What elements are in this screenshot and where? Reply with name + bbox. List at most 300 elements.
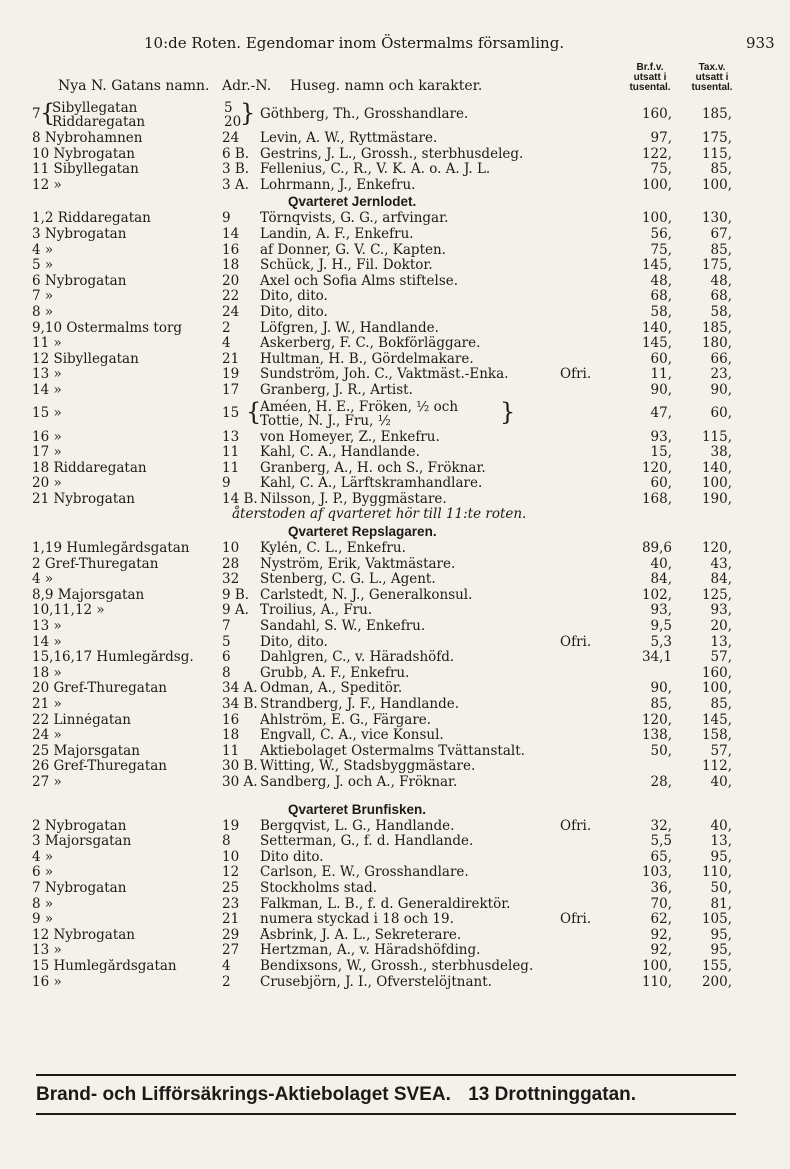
fire-value-cell: 11, [650,366,672,383]
owner-cell: Sandahl, S. W., Enkefru. [260,619,426,635]
number-cell: 9 A. [222,602,249,619]
street-cell: 14 » [32,382,62,398]
number-cell: 9 [222,475,231,492]
number-cell: 12 [222,864,240,881]
table-row [0,975,790,991]
owner-cell: Fellenius, C., R., V. K. A. o. A. J. L. [260,162,491,178]
tax-value-cell: 145, [701,711,732,728]
tax-value-cell: 140, [701,459,732,476]
number-cell: 34 B. [222,696,258,712]
fire-value-cell: 89,6 [641,540,672,557]
fire-value-cell: 93, [650,428,672,445]
house-number: 5 [224,100,233,116]
tax-value-cell: 13, [710,833,732,850]
number-cell: 21 [222,911,240,928]
table-row [0,243,790,259]
owner-cell: Dito, dito. [260,289,328,305]
street-cell: 4 » [32,242,54,258]
fire-value-cell: 32, [650,817,672,834]
tax-value-cell: 90, [710,381,732,398]
fire-value-cell: 92, [650,942,672,959]
note-text: återstoden af qvarteret hör till 11:te roten. [232,506,527,523]
fire-value-cell: 93, [650,602,672,619]
street-cell: 14 » [32,634,62,650]
owner-cell: Engvall, C. A., vice Konsul. [260,728,444,744]
brfv-header-top: Br.f.v. [636,62,664,73]
tax-value-cell: 100, [701,176,732,193]
note-cell: Ofri. [560,366,592,383]
owner-cell: Bendixsons, W., Grossh., sterbhusdeleg. [260,958,534,974]
number-cell: 30 A. [222,773,258,790]
table-row [0,850,790,866]
street-cell: 8,9 Majorsgatan [32,587,145,603]
fire-value-cell: 36, [650,879,672,896]
fire-value-cell: 103, [641,864,672,881]
fire-value-cell: 160, [641,106,672,122]
tax-value-cell: 85, [710,696,732,712]
fire-value-cell: 68, [650,288,672,305]
owner-cell: Gestrins, J. L., Grossh., sterbhusdeleg. [260,146,524,162]
number-cell: 5 [222,633,231,650]
footer-company: Brand- och Lifförsäkrings-Aktiebolaget SVEA. [36,1084,451,1105]
number-cell: 27 [222,942,240,959]
number-cell [224,101,241,129]
number-cell: 14 B. [222,490,258,507]
street-cell: 11 Sibyllegatan [32,162,139,178]
owner-cell: Granberg, J. R., Artist. [260,382,413,398]
fire-value-cell: 100, [641,957,672,974]
house-number: 20 [224,114,242,130]
section-title: Qvarteret Repslagaren. [288,524,437,540]
tax-value-cell: 160, [701,664,732,681]
tax-value-cell: 93, [710,602,732,619]
owner-cell: numera styckad i 18 och 19. [260,912,454,928]
block-4 [0,819,790,991]
tax-value-cell: 190, [701,490,732,507]
street-cell: 1,19 Humlegårdsgatan [32,541,190,557]
page-header [0,34,790,56]
tax-value-cell: 155, [701,957,732,974]
column-headers [0,60,790,100]
number-cell: 11 [222,742,240,759]
table-row [0,147,790,163]
owner-cell: Åsbrink, J. A. L., Sekreterare. [260,927,462,943]
owner-cell: Falkman, L. B., f. d. Generaldirektör. [260,896,511,912]
street-cell: 6 Nybrogatan [32,273,127,289]
number-cell: 9 [222,210,231,227]
owner-cell: Carlstedt, N. J., Generalkonsul. [260,587,473,603]
table-row [0,445,790,461]
note-cell: Ofri. [560,911,592,928]
continuation-note [0,507,790,523]
tax-value-cell: 67, [710,225,732,242]
street-cell: 10,11,12 » [32,603,105,619]
number-cell: 2 [222,319,231,336]
tax-value-cell: 40, [710,817,732,834]
table-row [0,865,790,881]
number-cell: 3 A. [222,176,249,193]
tax-value-cell: 100, [701,475,732,492]
table-row [0,635,790,651]
owner-cell: Stenberg, C. G. L., Agent. [260,572,436,588]
table-row [0,430,790,446]
table-row [0,728,790,744]
owner-cell: Ödman, A., Speditör. [260,681,403,697]
street-cell: 21 » [32,697,62,712]
tax-value-cell: 57, [710,649,732,666]
number-cell: 16 [222,711,240,728]
tax-value-cell: 112, [701,758,732,775]
street-cell: 18 » [32,665,62,681]
table-row [0,492,790,508]
number-cell: 10 [222,848,240,865]
street-cell: 27 » [32,774,62,790]
tax-value-cell: 175, [701,257,732,274]
section-title: Qvarteret Brunfisken. [288,801,427,817]
footer-rule-top [36,1074,736,1076]
table-row [0,697,790,713]
fire-value-cell: 5,3 [650,633,672,650]
brace-icon: } [240,99,256,127]
street-cell: 13 » [32,619,62,635]
table-row [0,603,790,619]
table-row [0,943,790,959]
table-row [0,819,790,835]
table-row [0,383,790,399]
tax-value-cell: 115, [701,428,732,445]
section-heading [0,523,790,541]
page-number: 933 [746,34,775,52]
street-cell: 8 » [32,896,54,912]
number-cell: 21 [222,350,240,367]
street-cell: 17 » [32,445,62,461]
street-cell: 16 » [32,974,62,990]
section-heading [0,801,790,819]
tax-value-cell: 175, [701,130,732,146]
number-cell: 23 [222,895,240,912]
table-row [0,744,790,760]
tax-value-cell: 68, [710,288,732,305]
number-cell: 22 [222,288,240,305]
table-row [0,666,790,682]
fire-value-cell: 60, [650,350,672,367]
fire-value-cell: 122, [641,145,672,162]
owner-cell: Troilius, A., Fru. [260,603,373,619]
note-cell: Ofri. [560,817,592,834]
street-cell: 8 Nybrohamnen [32,131,143,146]
tax-value-cell: 85, [710,241,732,258]
owner-cell: Witting, W., Stadsbyggmästare. [260,759,476,775]
table-row [0,619,790,635]
fire-value-cell: 102, [641,586,672,603]
number-cell: 2 [222,973,231,990]
owner-cell: Göthberg, Th., Grosshandlare. [260,107,469,122]
fire-value-cell: 92, [650,926,672,943]
owner-cell: Sundström, Joh. C., Vaktmäst.-Enka. [260,367,509,383]
tax-value-cell: 38, [710,444,732,461]
street-cell: 2 Gref-Thuregatan [32,556,159,572]
number-cell: 15 [222,404,240,421]
owner-cell: Setterman, G., f. d. Handlande. [260,834,474,850]
block-2a [0,211,790,398]
street-cell: 22 Linnégatan [32,712,131,728]
owner-cell: Landin, A. F., Enkefru. [260,226,414,242]
table-row [0,100,790,131]
number-cell: 17 [222,381,240,398]
tax-value-cell: 66, [710,350,732,367]
number-cell: 24 [222,303,240,320]
table-row [0,834,790,850]
fire-value-cell: 5,5 [650,833,672,850]
block-3 [0,541,790,791]
tax-value-cell: 23, [710,366,732,383]
tax-value-cell: 100, [701,680,732,697]
number-cell: 11 [222,459,240,476]
property-table [0,100,790,990]
number-column-header: Adr.-N. [222,78,272,94]
table-row [0,541,790,557]
number-cell: 6 B. [222,145,250,162]
fire-value-cell: 145, [641,335,672,352]
tax-value-cell: 81, [710,895,732,912]
table-row [0,588,790,604]
number-cell: 19 [222,366,240,383]
tax-value-cell: 125, [701,586,732,603]
fire-value-cell: 75, [650,241,672,258]
fire-value-cell: 65, [650,848,672,865]
owner-cell: von Homeyer, Z., Enkefru. [260,429,440,445]
street-cell: 24 » [32,728,62,744]
fire-value-cell: 34,1 [641,649,672,666]
number-cell: 14 [222,225,240,242]
block-2b [0,430,790,508]
owner-cell: Levin, A. W., Ryttmästare. [260,131,438,146]
street-cell: 3 Majorsgatan [32,834,132,850]
owner-cell: Dito, dito. [260,304,328,320]
street-cell: 26 Gref-Thuregatan [32,759,167,775]
number-cell: 6 [222,649,231,666]
fire-value-cell: 145, [641,257,672,274]
owner-cell: Kylén, C. L., Enkefru. [260,541,406,557]
street-cell: 12 Nybrogatan [32,927,135,943]
brfv-header-mid: utsatt i [633,72,667,83]
table-row [0,912,790,928]
table-row [0,258,790,274]
tax-value-cell: 110, [701,864,732,881]
fire-value-cell: 120, [641,459,672,476]
fire-value-cell: 140, [641,319,672,336]
street-cell [52,101,145,129]
table-row [0,959,790,975]
street-cell: 20 Gref-Thuregatan [32,681,167,697]
street-cell: 15 Humlegårdsgatan [32,958,177,974]
tax-value-cell: 130, [701,210,732,227]
fire-value-cell: 120, [641,711,672,728]
fire-value-cell: 75, [650,161,672,178]
owner-cell: Dahlgren, C., v. Häradshöfd. [260,650,455,666]
street-cell: 12 Sibyllegatan [32,351,139,367]
owner-cell: Kahl, C. A., Handlande. [260,445,420,461]
owner-cell: Dito dito. [260,849,324,865]
street-cell: 15,16,17 Humlegårdsg. [32,650,194,666]
owner-cell: Granberg, A., H. och S., Fröknar. [260,460,486,476]
number-cell: 20 [222,272,240,289]
street-cell: 7 » [32,289,54,305]
fire-value-cell: 48, [650,272,672,289]
tax-value-cell: 84, [710,571,732,588]
number-cell: 16 [222,241,240,258]
table-row [0,713,790,729]
table-row [0,650,790,666]
owner-cell: Hertzman, A., v. Häradshöfding. [260,943,481,959]
table-row [0,274,790,290]
table-row [0,352,790,368]
owner-cell: Strandberg, J. F., Handlande. [260,697,460,712]
table-row [0,131,790,147]
fire-value-cell: 100, [641,176,672,193]
street-cell: 10 Nybrogatan [32,146,135,162]
owner-cell: Grubb, A. F., Enkefru. [260,665,410,681]
tax-value-cell: 40, [710,773,732,790]
section-title: Qvarteret Jernlodet. [288,194,417,210]
table-row [0,162,790,178]
note-cell: Ofri. [560,633,592,650]
fire-value-cell: 47, [650,404,672,421]
street-name: Riddaregatan [52,114,146,130]
table-row [0,336,790,352]
taxv-header-top: Tax.v. [698,62,726,73]
owner-cell: Sandberg, J. och A., Fröknar. [260,774,458,790]
owner-cell: Bergqvist, L. G., Handlande. [260,818,455,834]
number-cell: 8 [222,833,231,850]
street-cell: 12 » [32,177,62,193]
number-cell: 4 [222,957,231,974]
table-row [0,759,790,775]
table-row [0,399,790,430]
number-cell: 7 [222,618,231,635]
street-cell: 3 Nybrogatan [32,226,127,242]
table-row [0,557,790,573]
owner-cell: Dito, dito. [260,634,328,650]
owner-cell: Löfgren, J. W., Handlande. [260,320,439,336]
street-column-header: Nya N. Gatans namn. [58,78,210,94]
owner-cell: Aktiebolaget Östermalms Tvättanstalt. [260,743,525,759]
fire-value-cell: 28, [650,773,672,790]
table-row [0,476,790,492]
number-cell: 8 [222,664,231,681]
fire-value-cell: 97, [650,130,672,146]
street-cell: 18 Riddaregatan [32,460,147,476]
tax-value-cell: 115, [701,145,732,162]
number-cell: 10 [222,540,240,557]
table-row [0,321,790,337]
owner-cell: Schück, J. H., Fil. Doktor. [260,258,433,274]
taxv-header-bot: tusental. [691,82,733,93]
tax-value-cell: 60, [710,404,732,421]
tax-value-cell: 50, [710,879,732,896]
street-cell: 11 » [32,336,62,352]
table-row [0,775,790,791]
street-cell: 15 » [32,405,62,421]
fire-value-cell: 40, [650,555,672,572]
fire-value-cell: 168, [641,490,672,507]
table-row [0,572,790,588]
brace-icon: { [40,99,56,127]
number-cell: 29 [222,926,240,943]
fire-value-cell: 62, [650,911,672,928]
owner-cell: Stockholms stad. [260,880,378,896]
owner-cell [260,400,458,428]
tax-value-cell: 48, [710,272,732,289]
tax-value-cell: 95, [710,848,732,865]
tax-value-cell: 95, [710,942,732,959]
block-1 [0,131,790,193]
footer-rule-bottom [36,1113,736,1115]
street-cell: 13 » [32,367,62,383]
fire-value-cell: 60, [650,475,672,492]
footer-advert [36,1082,736,1108]
tax-value-cell: 120, [701,540,732,557]
fire-value-cell: 15, [650,444,672,461]
street-cell: 5 » [32,258,54,274]
tax-value-cell: 180, [701,335,732,352]
number-cell: 13 [222,428,240,445]
owner-cell: Axel och Sofia Alms stiftelse. [260,273,459,289]
owner-name: Tottie, N. J., Fru, ½ [260,412,391,429]
table-row [0,897,790,913]
owner-column-header: Huseg. namn och karakter. [290,78,483,94]
footer-address: 13 Drottninggatan. [468,1084,637,1105]
number-cell: 18 [222,727,240,744]
table-row [0,681,790,697]
number-cell: 11 [222,444,240,461]
tax-value-cell: 158, [701,727,732,744]
table-row [0,305,790,321]
number-cell: 18 [222,257,240,274]
number-cell: 30 B. [222,758,258,775]
fire-value-cell: 84, [650,571,672,588]
street-cell: 21 Nybrogatan [32,491,135,507]
taxv-header-mid: utsatt i [695,72,729,83]
street-cell: 4 » [32,572,54,588]
street-name: Sibyllegatan [52,100,138,116]
number-cell: 24 [222,130,240,146]
fire-value-cell: 50, [650,742,672,759]
table-row [0,178,790,194]
table-row [0,461,790,477]
number-cell: 19 [222,817,240,834]
tax-value-cell: 185, [701,106,732,122]
section-heading [0,193,790,211]
street-cell: 9,10 Östermalms torg [32,320,183,336]
street-cell: 13 » [32,943,62,959]
owner-cell: Nyström, Erik, Vaktmästare. [260,556,456,572]
number-cell: 9 B. [222,586,250,603]
number-cell: 28 [222,555,240,572]
owner-cell: Kahl, C. A., Lärftskramhandlare. [260,476,483,492]
table-row [0,289,790,305]
number-cell: 34 A. [222,680,258,697]
owner-cell: af Donner, G. V. C., Kapten. [260,242,446,258]
number-cell: 4 [222,335,231,352]
number-cell: 3 B. [222,161,250,178]
fire-value-cell: 100, [641,210,672,227]
street-cell: 9 » [32,912,54,928]
table-row [0,367,790,383]
tax-value-cell: 57, [710,742,732,759]
tax-value-cell: 105, [701,911,732,928]
tax-value-cell: 200, [701,973,732,990]
